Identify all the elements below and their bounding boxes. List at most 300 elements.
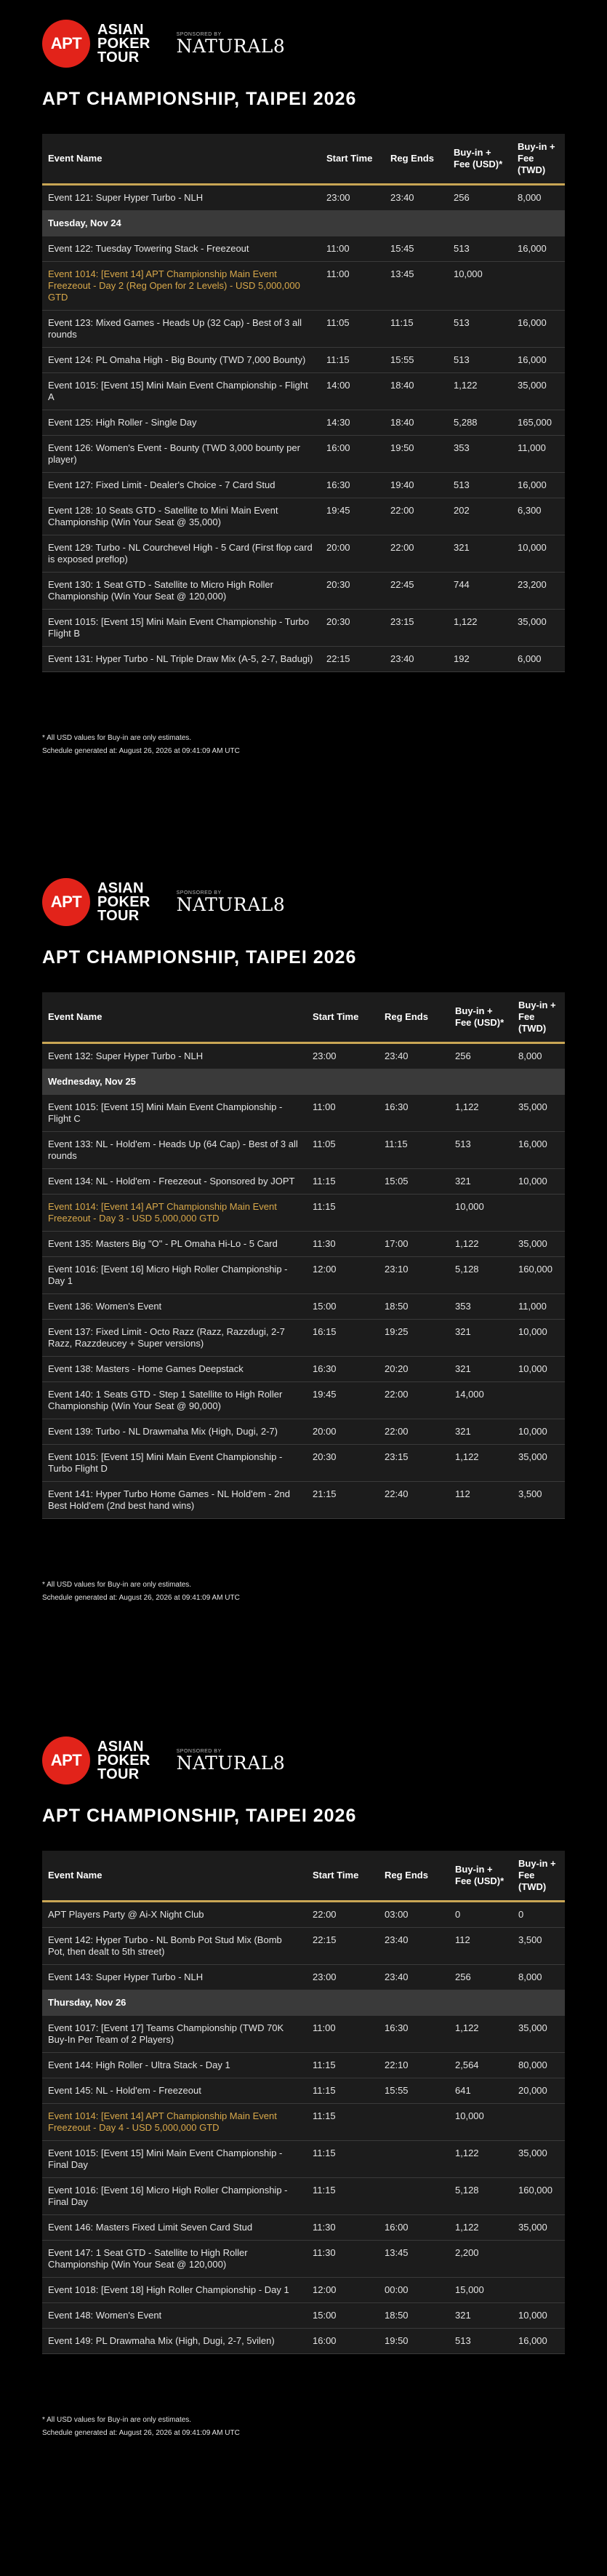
event-name: Event 149: PL Drawmaha Mix (High, Dugi, 2-7, 5vilen) — [42, 2329, 307, 2354]
header-reg: Reg Ends — [379, 992, 449, 1043]
start-time: 12:00 — [307, 2278, 379, 2303]
brand-name: ASIAN POKER TOUR — [97, 880, 150, 924]
reg-ends: 23:40 — [379, 1043, 449, 1069]
event-name: Event 145: NL - Hold'em - Freezeout — [42, 2078, 307, 2104]
header-usd: Buy-in + Fee (USD)* — [449, 992, 512, 1043]
table-row — [42, 2303, 565, 2329]
buyin-twd: 16,000 — [512, 1132, 565, 1169]
buyin-twd: 165,000 — [512, 410, 565, 436]
reg-ends: 16:30 — [379, 1095, 449, 1132]
buyin-usd: 5,128 — [449, 2178, 512, 2215]
event-name: Event 125: High Roller - Single Day — [42, 410, 321, 436]
start-time: 20:30 — [321, 573, 385, 610]
event-name: Event 1015: [Event 15] Mini Main Event Championship - Flight C — [42, 1095, 307, 1132]
table-row — [42, 2278, 565, 2303]
buyin-usd: 2,200 — [449, 2241, 512, 2278]
table-row — [42, 1965, 565, 1990]
buyin-usd: 112 — [449, 1482, 512, 1519]
buyin-twd: 6,300 — [512, 498, 565, 535]
event-name: Event 130: 1 Seat GTD - Satellite to Micro High Roller Championship (Win Your Seat @ 120,000) — [42, 573, 321, 610]
start-time: 20:00 — [321, 535, 385, 573]
footer — [42, 732, 565, 758]
header-event: Event Name — [42, 134, 321, 185]
event-name: Event 1015: [Event 15] Mini Main Event Championship - Turbo Flight D — [42, 1445, 307, 1482]
event-name: Event 135: Masters Big "O" - PL Omaha Hi-Lo - 5 Card — [42, 1232, 307, 1257]
reg-ends: 16:30 — [379, 2016, 449, 2053]
footer — [42, 2414, 565, 2440]
table-row — [42, 1357, 565, 1382]
start-time: 11:30 — [307, 2215, 379, 2241]
table-row — [42, 2241, 565, 2278]
event-name: Event 1015: [Event 15] Mini Main Event Championship - Flight A — [42, 373, 321, 410]
buyin-usd: 112 — [449, 1928, 512, 1965]
header-start: Start Time — [307, 1851, 379, 1902]
schedule-table — [42, 992, 565, 1519]
buyin-twd: 20,000 — [512, 2078, 565, 2104]
buyin-usd: 5,288 — [448, 410, 512, 436]
buyin-twd: 3,500 — [512, 1928, 565, 1965]
buyin-twd — [512, 1195, 565, 1232]
event-name: Event 139: Turbo - NL Drawmaha Mix (High, Dugi, 2-7) — [42, 1419, 307, 1445]
buyin-usd: 1,122 — [449, 2141, 512, 2178]
buyin-usd: 513 — [448, 236, 512, 262]
table-row — [42, 1169, 565, 1195]
table-row — [42, 1095, 565, 1132]
event-name: Event 126: Women's Event - Bounty (TWD 3,000 bounty per player) — [42, 436, 321, 473]
table-row — [42, 1928, 565, 1965]
reg-ends — [379, 2104, 449, 2141]
start-time: 11:00 — [307, 2016, 379, 2053]
reg-ends: 22:40 — [379, 1482, 449, 1519]
start-time: 16:15 — [307, 1320, 379, 1357]
table-header-row — [42, 134, 565, 185]
buyin-twd — [512, 2241, 565, 2278]
buyin-twd: 10,000 — [512, 1419, 565, 1445]
table-row — [42, 348, 565, 373]
footer-note: * All USD values for Buy-in are only estimates. — [42, 734, 192, 742]
start-time: 14:00 — [321, 373, 385, 410]
event-name: Event 122: Tuesday Towering Stack - Freezeout — [42, 236, 321, 262]
buyin-twd: 35,000 — [512, 1232, 565, 1257]
event-name: Event 1015: [Event 15] Mini Main Event Championship - Final Day — [42, 2141, 307, 2178]
buyin-twd: 160,000 — [512, 2178, 565, 2215]
buyin-twd: 11,000 — [512, 1294, 565, 1320]
buyin-usd: 1,122 — [449, 1232, 512, 1257]
reg-ends: 15:55 — [379, 2078, 449, 2104]
start-time: 15:00 — [307, 1294, 379, 1320]
start-time: 11:00 — [321, 262, 385, 311]
buyin-usd: 513 — [448, 311, 512, 348]
reg-ends: 22:00 — [385, 535, 448, 573]
event-name: Event 1014: [Event 14] APT Championship Main Event Freezeout - Day 4 - USD 5,000,000 GTD — [42, 2104, 307, 2141]
buyin-usd: 744 — [448, 573, 512, 610]
buyin-usd: 256 — [448, 185, 512, 211]
reg-ends: 23:40 — [385, 647, 448, 672]
table-row — [42, 311, 565, 348]
event-name: Event 124: PL Omaha High - Big Bounty (TWD 7,000 Bounty) — [42, 348, 321, 373]
start-time: 11:00 — [321, 236, 385, 262]
buyin-usd: 321 — [448, 535, 512, 573]
table-row — [42, 1419, 565, 1445]
buyin-twd — [512, 2104, 565, 2141]
buyin-twd: 35,000 — [512, 1095, 565, 1132]
start-time: 19:45 — [321, 498, 385, 535]
buyin-twd: 35,000 — [512, 2141, 565, 2178]
header-usd: Buy-in + Fee (USD)* — [448, 134, 512, 185]
buyin-twd: 23,200 — [512, 573, 565, 610]
buyin-usd: 321 — [449, 1169, 512, 1195]
brand-name: ASIAN POKER TOUR — [97, 1738, 150, 1782]
buyin-twd: 16,000 — [512, 473, 565, 498]
table-row — [42, 1320, 565, 1357]
event-name: Event 133: NL - Hold'em - Heads Up (64 Cap) - Best of 3 all rounds — [42, 1132, 307, 1169]
start-time: 21:15 — [307, 1482, 379, 1519]
brand-name: ASIAN POKER TOUR — [97, 21, 150, 65]
table-row — [42, 2141, 565, 2178]
start-time: 23:00 — [307, 1965, 379, 1990]
buyin-twd: 10,000 — [512, 535, 565, 573]
buyin-twd: 8,000 — [512, 1043, 565, 1069]
reg-ends: 19:50 — [379, 2329, 449, 2354]
reg-ends — [379, 2141, 449, 2178]
footer — [42, 1579, 565, 1605]
event-name: Event 144: High Roller - Ultra Stack - Day 1 — [42, 2053, 307, 2078]
start-time: 20:00 — [307, 1419, 379, 1445]
reg-ends: 23:40 — [379, 1928, 449, 1965]
start-time: 22:15 — [307, 1928, 379, 1965]
reg-ends: 18:40 — [385, 410, 448, 436]
reg-ends: 00:00 — [379, 2278, 449, 2303]
start-time: 22:00 — [307, 1902, 379, 1928]
table-row — [42, 498, 565, 535]
buyin-usd: 1,122 — [448, 373, 512, 410]
reg-ends: 19:50 — [385, 436, 448, 473]
event-name: Event 140: 1 Seats GTD - Step 1 Satellite to High Roller Championship (Win Your Seat @ 90,000) — [42, 1382, 307, 1419]
start-time: 11:15 — [307, 2104, 379, 2141]
reg-ends: 11:15 — [379, 1132, 449, 1169]
buyin-twd: 35,000 — [512, 2016, 565, 2053]
reg-ends: 13:45 — [385, 262, 448, 311]
table-row — [42, 535, 565, 573]
buyin-usd: 513 — [448, 348, 512, 373]
reg-ends: 13:45 — [379, 2241, 449, 2278]
start-time: 11:15 — [307, 1195, 379, 1232]
start-time: 11:15 — [307, 1169, 379, 1195]
sponsor-logo: SPONSORED BY NATURAL8 — [176, 1748, 286, 1774]
buyin-twd: 16,000 — [512, 348, 565, 373]
table-row — [42, 1232, 565, 1257]
header-reg: Reg Ends — [385, 134, 448, 185]
table-row — [42, 1294, 565, 1320]
start-time: 22:15 — [321, 647, 385, 672]
day-header-row — [42, 211, 565, 236]
buyin-usd: 1,122 — [448, 610, 512, 647]
buyin-usd: 10,000 — [449, 2104, 512, 2141]
footer-generated: Schedule generated at: August 26, 2026 at 09:41:09 AM UTC — [42, 1594, 240, 1602]
buyin-usd: 192 — [448, 647, 512, 672]
reg-ends: 22:00 — [379, 1382, 449, 1419]
reg-ends: 11:15 — [385, 311, 448, 348]
buyin-usd: 15,000 — [449, 2278, 512, 2303]
buyin-twd: 10,000 — [512, 1169, 565, 1195]
reg-ends: 17:00 — [379, 1232, 449, 1257]
buyin-usd: 0 — [449, 1902, 512, 1928]
reg-ends: 18:50 — [379, 1294, 449, 1320]
reg-ends: 22:00 — [385, 498, 448, 535]
start-time: 11:15 — [307, 2141, 379, 2178]
event-name: Event 1016: [Event 16] Micro High Roller Championship - Day 1 — [42, 1257, 307, 1294]
page-title: APT CHAMPIONSHIP, TAIPEI 2026 — [42, 89, 357, 109]
buyin-twd — [512, 2278, 565, 2303]
buyin-usd: 353 — [449, 1294, 512, 1320]
table-row — [42, 185, 565, 211]
table-row — [42, 2078, 565, 2104]
buyin-usd: 321 — [449, 1320, 512, 1357]
buyin-usd: 256 — [449, 1043, 512, 1069]
table-row — [42, 2178, 565, 2215]
header-reg: Reg Ends — [379, 1851, 449, 1902]
table-row — [42, 1195, 565, 1232]
buyin-twd: 35,000 — [512, 1445, 565, 1482]
reg-ends: 15:45 — [385, 236, 448, 262]
footer-note: * All USD values for Buy-in are only estimates. — [42, 1581, 192, 1589]
table-row — [42, 610, 565, 647]
start-time: 11:15 — [307, 2078, 379, 2104]
buyin-twd: 8,000 — [512, 185, 565, 211]
footer-generated: Schedule generated at: August 26, 2026 at 09:41:09 AM UTC — [42, 747, 240, 755]
start-time: 14:30 — [321, 410, 385, 436]
day-label: Wednesday, Nov 25 — [42, 1069, 565, 1095]
event-name: Event 142: Hyper Turbo - NL Bomb Pot Stud Mix (Bomb Pot, then dealt to 5th street) — [42, 1928, 307, 1965]
apt-logo-icon: APT — [42, 878, 90, 926]
reg-ends — [379, 1195, 449, 1232]
event-name: Event 141: Hyper Turbo Home Games - NL Hold'em - 2nd Best Hold'em (2nd best hand wins) — [42, 1482, 307, 1519]
buyin-twd: 11,000 — [512, 436, 565, 473]
sponsor-logo: SPONSORED BY NATURAL8 — [176, 890, 286, 915]
table-row — [42, 473, 565, 498]
start-time: 20:30 — [321, 610, 385, 647]
buyin-twd — [512, 1382, 565, 1419]
schedule-page — [0, 0, 607, 858]
table-row — [42, 647, 565, 672]
reg-ends — [379, 2178, 449, 2215]
schedule-page — [0, 858, 607, 1717]
reg-ends: 23:40 — [379, 1965, 449, 1990]
start-time: 20:30 — [307, 1445, 379, 1482]
buyin-twd: 10,000 — [512, 2303, 565, 2329]
buyin-twd: 3,500 — [512, 1482, 565, 1519]
reg-ends: 23:15 — [385, 610, 448, 647]
start-time: 11:30 — [307, 1232, 379, 1257]
reg-ends: 15:55 — [385, 348, 448, 373]
reg-ends: 23:15 — [379, 1445, 449, 1482]
reg-ends: 22:45 — [385, 573, 448, 610]
buyin-usd: 1,122 — [449, 2215, 512, 2241]
table-header-row — [42, 1851, 565, 1902]
buyin-usd: 513 — [449, 2329, 512, 2354]
schedule-table — [42, 1851, 565, 2354]
buyin-usd: 5,128 — [449, 1257, 512, 1294]
day-header-row — [42, 1990, 565, 2016]
event-name: Event 134: NL - Hold'em - Freezeout - Sponsored by JOPT — [42, 1169, 307, 1195]
buyin-twd: 35,000 — [512, 373, 565, 410]
buyin-twd: 35,000 — [512, 610, 565, 647]
reg-ends: 22:10 — [379, 2053, 449, 2078]
start-time: 23:00 — [307, 1043, 379, 1069]
schedule-page — [0, 1717, 607, 2575]
start-time: 16:30 — [307, 1357, 379, 1382]
start-time: 23:00 — [321, 185, 385, 211]
start-time: 19:45 — [307, 1382, 379, 1419]
buyin-twd: 6,000 — [512, 647, 565, 672]
table-row — [42, 236, 565, 262]
reg-ends: 19:25 — [379, 1320, 449, 1357]
buyin-usd: 321 — [449, 1419, 512, 1445]
buyin-usd: 1,122 — [449, 1095, 512, 1132]
reg-ends: 19:40 — [385, 473, 448, 498]
reg-ends: 20:20 — [379, 1357, 449, 1382]
header-start: Start Time — [307, 992, 379, 1043]
buyin-usd: 1,122 — [449, 2016, 512, 2053]
header-twd: Buy-in + Fee (TWD) — [512, 992, 565, 1043]
header-start: Start Time — [321, 134, 385, 185]
header-usd: Buy-in + Fee (USD)* — [449, 1851, 512, 1902]
event-name: Event 1014: [Event 14] APT Championship Main Event Freezeout - Day 3 - USD 5,000,000 GTD — [42, 1195, 307, 1232]
buyin-twd: 16,000 — [512, 2329, 565, 2354]
start-time: 16:00 — [307, 2329, 379, 2354]
start-time: 11:30 — [307, 2241, 379, 2278]
table-header-row — [42, 992, 565, 1043]
table-row — [42, 1382, 565, 1419]
table-row — [42, 1043, 565, 1069]
buyin-twd: 160,000 — [512, 1257, 565, 1294]
table-row — [42, 262, 565, 311]
event-name: Event 127: Fixed Limit - Dealer's Choice - 7 Card Stud — [42, 473, 321, 498]
reg-ends: 18:40 — [385, 373, 448, 410]
table-row — [42, 373, 565, 410]
buyin-twd: 10,000 — [512, 1357, 565, 1382]
reg-ends: 22:00 — [379, 1419, 449, 1445]
header — [42, 1717, 565, 1803]
buyin-usd: 14,000 — [449, 1382, 512, 1419]
table-row — [42, 573, 565, 610]
buyin-twd: 10,000 — [512, 1320, 565, 1357]
buyin-usd: 10,000 — [449, 1195, 512, 1232]
table-row — [42, 1445, 565, 1482]
page-title: APT CHAMPIONSHIP, TAIPEI 2026 — [42, 947, 357, 968]
footer-generated: Schedule generated at: August 26, 2026 at 09:41:09 AM UTC — [42, 2429, 240, 2437]
buyin-usd: 1,122 — [449, 1445, 512, 1482]
page-title: APT CHAMPIONSHIP, TAIPEI 2026 — [42, 1806, 357, 1826]
event-name: Event 147: 1 Seat GTD - Satellite to High Roller Championship (Win Your Seat @ 120,000) — [42, 2241, 307, 2278]
event-name: APT Players Party @ Ai-X Night Club — [42, 1902, 307, 1928]
buyin-twd: 16,000 — [512, 236, 565, 262]
start-time: 11:15 — [307, 2178, 379, 2215]
header-twd: Buy-in + Fee (TWD) — [512, 1851, 565, 1902]
header-event: Event Name — [42, 992, 307, 1043]
event-name: Event 131: Hyper Turbo - NL Triple Draw Mix (A-5, 2-7, Badugi) — [42, 647, 321, 672]
table-row — [42, 1132, 565, 1169]
buyin-twd: 80,000 — [512, 2053, 565, 2078]
start-time: 16:30 — [321, 473, 385, 498]
event-name: Event 148: Women's Event — [42, 2303, 307, 2329]
reg-ends: 23:10 — [379, 1257, 449, 1294]
buyin-usd: 321 — [449, 2303, 512, 2329]
event-name: Event 136: Women's Event — [42, 1294, 307, 1320]
start-time: 11:15 — [307, 2053, 379, 2078]
event-name: Event 123: Mixed Games - Heads Up (32 Cap) - Best of 3 all rounds — [42, 311, 321, 348]
buyin-twd: 16,000 — [512, 311, 565, 348]
event-name: Event 143: Super Hyper Turbo - NLH — [42, 1965, 307, 1990]
table-row — [42, 1902, 565, 1928]
sponsor-logo: SPONSORED BY NATURAL8 — [176, 31, 286, 57]
table-row — [42, 2053, 565, 2078]
table-row — [42, 1482, 565, 1519]
buyin-twd: 0 — [512, 1902, 565, 1928]
reg-ends: 03:00 — [379, 1902, 449, 1928]
event-name: Event 1016: [Event 16] Micro High Roller Championship - Final Day — [42, 2178, 307, 2215]
start-time: 11:05 — [321, 311, 385, 348]
event-name: Event 146: Masters Fixed Limit Seven Card Stud — [42, 2215, 307, 2241]
start-time: 12:00 — [307, 1257, 379, 1294]
start-time: 16:00 — [321, 436, 385, 473]
buyin-twd: 8,000 — [512, 1965, 565, 1990]
day-label: Tuesday, Nov 24 — [42, 211, 565, 236]
event-name: Event 137: Fixed Limit - Octo Razz (Razz, Razzdugi, 2-7 Razz, Razzdeucey + Super versions) — [42, 1320, 307, 1357]
header-twd: Buy-in + Fee (TWD) — [512, 134, 565, 185]
start-time: 11:00 — [307, 1095, 379, 1132]
event-name: Event 128: 10 Seats GTD - Satellite to Mini Main Event Championship (Win Your Seat @ 35,000) — [42, 498, 321, 535]
table-row — [42, 2016, 565, 2053]
start-time: 15:00 — [307, 2303, 379, 2329]
buyin-usd: 202 — [448, 498, 512, 535]
event-name: Event 132: Super Hyper Turbo - NLH — [42, 1043, 307, 1069]
reg-ends: 23:40 — [385, 185, 448, 211]
header-event: Event Name — [42, 1851, 307, 1902]
header — [42, 0, 565, 86]
buyin-twd — [512, 262, 565, 311]
event-name: Event 138: Masters - Home Games Deepstack — [42, 1357, 307, 1382]
header — [42, 858, 565, 944]
table-row — [42, 410, 565, 436]
apt-logo-icon: APT — [42, 20, 90, 68]
table-row — [42, 1257, 565, 1294]
buyin-usd: 513 — [449, 1132, 512, 1169]
reg-ends: 18:50 — [379, 2303, 449, 2329]
buyin-usd: 10,000 — [448, 262, 512, 311]
footer-note: * All USD values for Buy-in are only estimates. — [42, 2416, 192, 2424]
buyin-twd: 35,000 — [512, 2215, 565, 2241]
table-row — [42, 2104, 565, 2141]
apt-logo-icon: APT — [42, 1736, 90, 1785]
buyin-usd: 513 — [448, 473, 512, 498]
event-name: Event 1014: [Event 14] APT Championship Main Event Freezeout - Day 2 (Reg Open for 2 Levels) - USD 5,000,000 GTD — [42, 262, 321, 311]
table-row — [42, 2215, 565, 2241]
reg-ends: 16:00 — [379, 2215, 449, 2241]
buyin-usd: 256 — [449, 1965, 512, 1990]
buyin-usd: 353 — [448, 436, 512, 473]
buyin-usd: 321 — [449, 1357, 512, 1382]
start-time: 11:05 — [307, 1132, 379, 1169]
day-label: Thursday, Nov 26 — [42, 1990, 565, 2016]
table-row — [42, 2329, 565, 2354]
start-time: 11:15 — [321, 348, 385, 373]
event-name: Event 1018: [Event 18] High Roller Championship - Day 1 — [42, 2278, 307, 2303]
reg-ends: 15:05 — [379, 1169, 449, 1195]
event-name: Event 1015: [Event 15] Mini Main Event Championship - Turbo Flight B — [42, 610, 321, 647]
buyin-usd: 2,564 — [449, 2053, 512, 2078]
day-header-row — [42, 1069, 565, 1095]
